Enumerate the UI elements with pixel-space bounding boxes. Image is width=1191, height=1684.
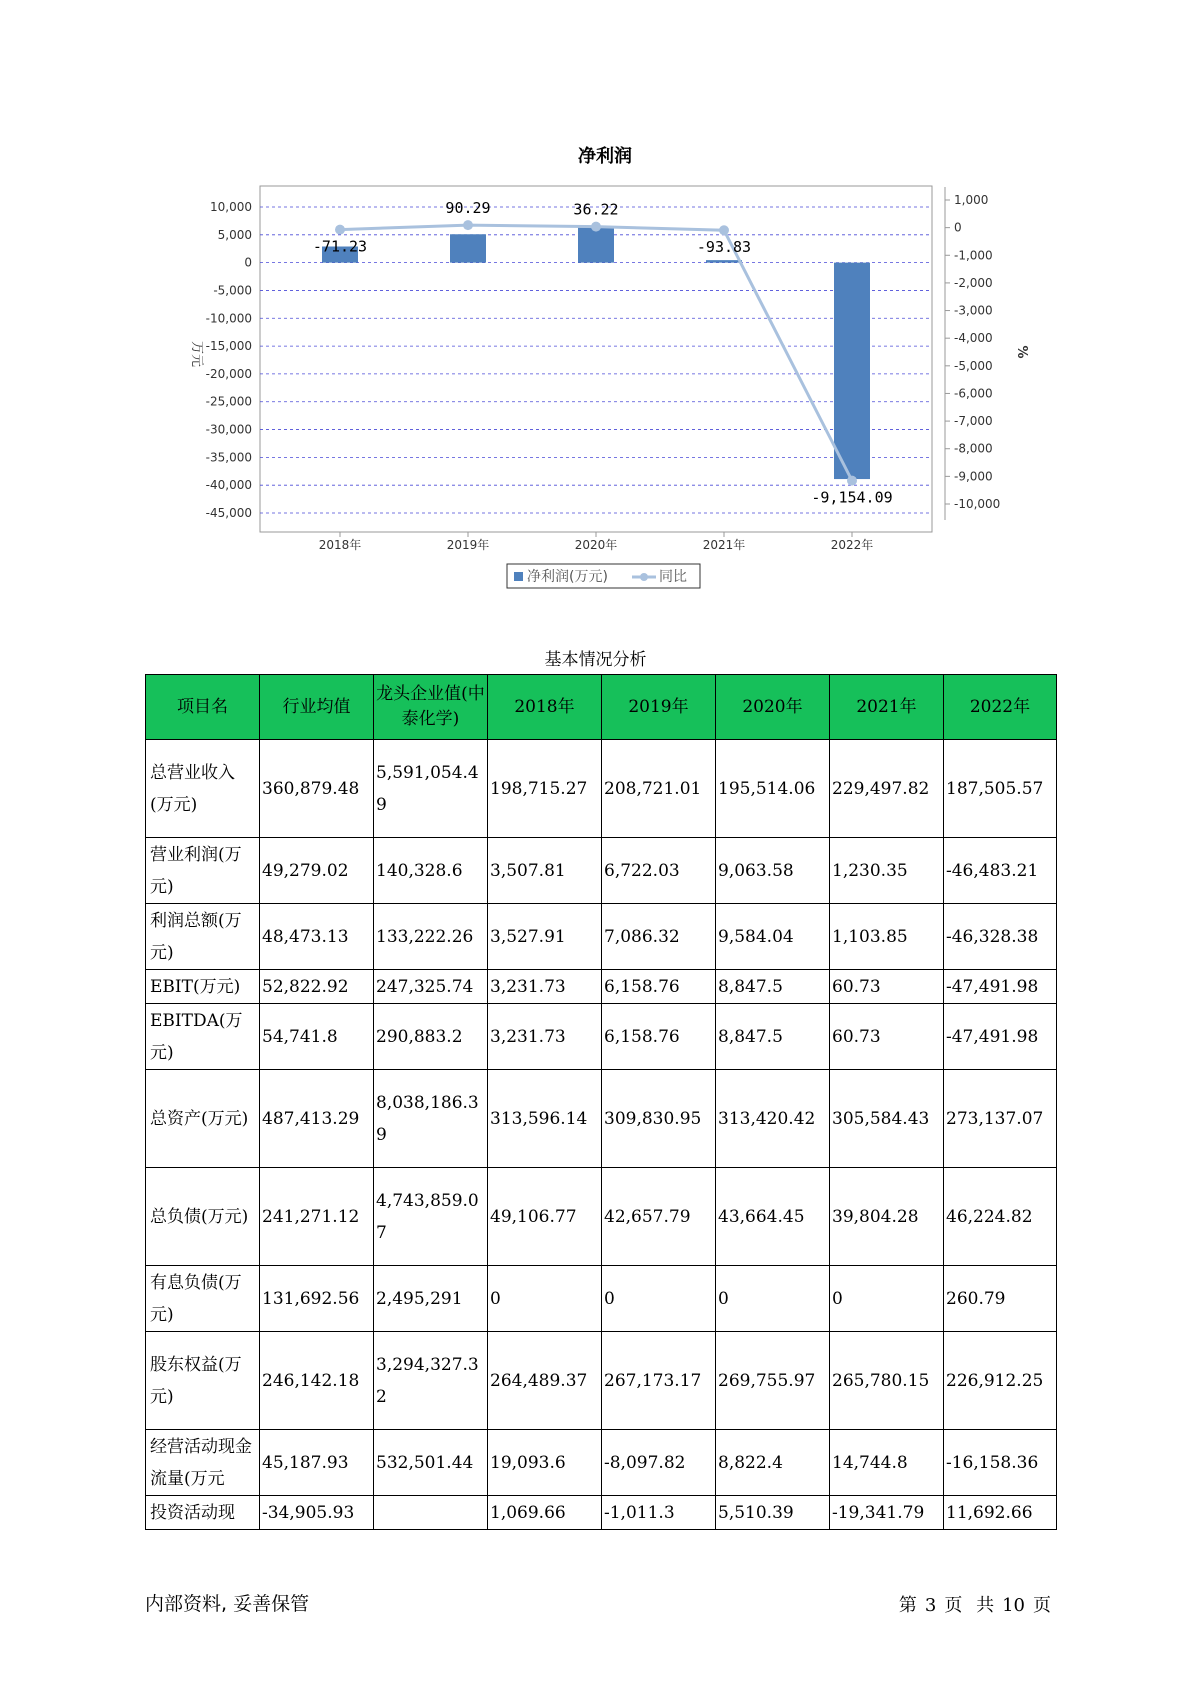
value-cell: 4,743,859.07 [374, 1168, 488, 1266]
value-cell: 264,489.37 [488, 1332, 602, 1430]
value-cell: 3,507.81 [488, 838, 602, 904]
yoy-data-label: -9,154.09 [811, 488, 893, 507]
value-cell: 14,744.8 [830, 1430, 944, 1496]
row-name-cell: EBITDA(万元) [146, 1004, 260, 1070]
value-cell: 3,294,327.32 [374, 1332, 488, 1430]
y-tick-label: -20,000 [205, 366, 252, 381]
y2-tick-label: -10,000 [954, 497, 1001, 511]
y-axis-title: 万元 [189, 340, 204, 368]
header-cell: 2020年 [716, 675, 830, 740]
value-cell: 6,158.76 [602, 1004, 716, 1070]
row-name-cell: 经营活动现金流量(万元 [146, 1430, 260, 1496]
value-cell: 0 [830, 1266, 944, 1332]
basic-analysis-table [145, 674, 1057, 1530]
value-cell: 247,325.74 [374, 970, 488, 1004]
value-cell: 60.73 [830, 1004, 944, 1070]
y-tick-label: -25,000 [205, 394, 252, 409]
value-cell: 0 [488, 1266, 602, 1332]
value-cell: 8,038,186.39 [374, 1070, 488, 1168]
y2-tick-label: 0 [954, 220, 962, 235]
row-name-cell: 股东权益(万元) [146, 1332, 260, 1430]
value-cell: 5,591,054.49 [374, 740, 488, 838]
value-cell: 43,664.45 [716, 1168, 830, 1266]
value-cell: 140,328.6 [374, 838, 488, 904]
y2-tick-label: -8,000 [954, 441, 993, 456]
yoy-data-label: -71.23 [312, 237, 368, 256]
value-cell: 2,495,291 [374, 1266, 488, 1332]
header-cell: 2022年 [944, 675, 1057, 740]
value-cell: 8,847.5 [716, 1004, 830, 1070]
value-cell: 309,830.95 [602, 1070, 716, 1168]
table-row [146, 1332, 1057, 1430]
value-cell: 42,657.79 [602, 1168, 716, 1266]
value-cell: 8,847.5 [716, 970, 830, 1004]
row-name-cell: 有息负债(万元) [146, 1266, 260, 1332]
y-tick-label: 5,000 [217, 227, 252, 242]
yoy-point [847, 476, 857, 486]
table-row [146, 1004, 1057, 1070]
value-cell: 8,822.4 [716, 1430, 830, 1496]
y2-tick-label: 1,000 [954, 193, 989, 207]
value-cell: 313,420.42 [716, 1070, 830, 1168]
value-cell: 54,741.8 [260, 1004, 374, 1070]
y2-tick-label: -6,000 [954, 386, 993, 401]
table-row [146, 1430, 1057, 1496]
value-cell: -46,328.38 [944, 904, 1057, 970]
value-cell: 226,912.25 [944, 1332, 1057, 1430]
table-row [146, 838, 1057, 904]
value-cell: 0 [602, 1266, 716, 1332]
total-word: 页 [1033, 1595, 1051, 1616]
header-cell: 2018年 [488, 675, 602, 740]
chart-title: 净利润 [578, 146, 632, 167]
value-cell: 313,596.14 [488, 1070, 602, 1168]
value-cell: 198,715.27 [488, 740, 602, 838]
page-word: 页 [944, 1595, 963, 1616]
value-cell: 241,271.12 [260, 1168, 374, 1266]
table-row [146, 1168, 1057, 1266]
row-name-cell: 营业利润(万元) [146, 838, 260, 904]
y-tick-label: 10,000 [210, 200, 252, 214]
y2-tick-label: -4,000 [954, 331, 993, 346]
yoy-point [719, 225, 729, 235]
bar [450, 234, 486, 262]
value-cell: 265,780.15 [830, 1332, 944, 1430]
x-tick-label: 2022年 [830, 538, 874, 552]
x-tick-label: 2018年 [318, 538, 362, 552]
yoy-data-label: -93.83 [696, 238, 752, 257]
table-row [146, 1266, 1057, 1332]
table-row [146, 970, 1057, 1004]
value-cell: 3,231.73 [488, 970, 602, 1004]
value-cell: 9,063.58 [716, 838, 830, 904]
value-cell: 1,230.35 [830, 838, 944, 904]
yoy-data-label: 90.29 [445, 199, 491, 218]
value-cell: 49,279.02 [260, 838, 374, 904]
value-cell: 208,721.01 [602, 740, 716, 838]
value-cell: 273,137.07 [944, 1070, 1057, 1168]
value-cell: 52,822.92 [260, 970, 374, 1004]
y2-tick-label: -3,000 [954, 303, 993, 318]
value-cell: 9,584.04 [716, 904, 830, 970]
value-cell: 3,527.91 [488, 904, 602, 970]
value-cell: 133,222.26 [374, 904, 488, 970]
row-name-cell: 利润总额(万元) [146, 904, 260, 970]
row-name-cell: EBIT(万元) [146, 970, 260, 1004]
value-cell: -46,483.21 [944, 838, 1057, 904]
legend-line-marker [640, 573, 648, 581]
table-row [146, 740, 1057, 838]
table-row [146, 1070, 1057, 1168]
y2-axis-title: % [1014, 345, 1029, 359]
x-tick-label: 2021年 [702, 538, 746, 552]
total-prefix: 共 [976, 1595, 995, 1616]
value-cell: 1,069.66 [488, 1496, 602, 1530]
bar [834, 263, 870, 479]
value-cell: -1,011.3 [602, 1496, 716, 1530]
y-tick-label: -35,000 [205, 450, 252, 465]
value-cell: 19,093.6 [488, 1430, 602, 1496]
value-cell: 131,692.56 [260, 1266, 374, 1332]
value-cell: 6,158.76 [602, 970, 716, 1004]
value-cell: -16,158.36 [944, 1430, 1057, 1496]
y-tick-label: -45,000 [205, 506, 252, 520]
footer-page-info [895, 1591, 1055, 1617]
header-cell: 项目名 [146, 675, 260, 740]
value-cell: 3,231.73 [488, 1004, 602, 1070]
table-header-row [146, 675, 1057, 740]
legend-bar-label: 净利润(万元) [527, 569, 608, 585]
value-cell: 260.79 [944, 1266, 1057, 1332]
value-cell: 187,505.57 [944, 740, 1057, 838]
value-cell: 48,473.13 [260, 904, 374, 970]
table-row [146, 904, 1057, 970]
yoy-data-label: 36.22 [573, 200, 619, 219]
yoy-point [335, 225, 345, 235]
header-cell: 龙头企业值(中泰化学) [374, 675, 488, 740]
value-cell: 290,883.2 [374, 1004, 488, 1070]
value-cell: 5,510.39 [716, 1496, 830, 1530]
value-cell: 60.73 [830, 970, 944, 1004]
page-number: 3 [924, 1595, 937, 1616]
x-tick-label: 2020年 [574, 538, 618, 552]
value-cell: 269,755.97 [716, 1332, 830, 1430]
footer-confidential: 内部资料, 妥善保管 [145, 1593, 310, 1615]
value-cell: 305,584.43 [830, 1070, 944, 1168]
y-tick-label: 0 [244, 255, 252, 270]
value-cell: -19,341.79 [830, 1496, 944, 1530]
value-cell: -47,491.98 [944, 1004, 1057, 1070]
value-cell: 6,722.03 [602, 838, 716, 904]
net-profit-chart [0, 0, 1191, 600]
value-cell: 0 [716, 1266, 830, 1332]
y-tick-label: -10,000 [205, 311, 252, 326]
y2-tick-label: -2,000 [954, 275, 993, 290]
bar [706, 260, 742, 263]
value-cell: 49,106.77 [488, 1168, 602, 1266]
value-cell: -34,905.93 [260, 1496, 374, 1530]
y2-tick-label: -1,000 [954, 248, 993, 263]
x-tick-label: 2019年 [446, 538, 490, 552]
value-cell [374, 1496, 488, 1530]
value-cell: 360,879.48 [260, 740, 374, 838]
value-cell: 45,187.93 [260, 1430, 374, 1496]
y2-tick-label: -5,000 [954, 358, 993, 373]
value-cell: -8,097.82 [602, 1430, 716, 1496]
row-name-cell: 总资产(万元) [146, 1070, 260, 1168]
yoy-point [591, 222, 601, 232]
y-tick-label: -5,000 [213, 283, 252, 298]
value-cell: 246,142.18 [260, 1332, 374, 1430]
value-cell: 39,804.28 [830, 1168, 944, 1266]
value-cell: 267,173.17 [602, 1332, 716, 1430]
legend-bar-swatch [514, 572, 523, 581]
row-name-cell: 投资活动现 [146, 1496, 260, 1530]
y-tick-label: -30,000 [205, 422, 252, 437]
y2-tick-label: -7,000 [954, 414, 993, 429]
y-tick-label: -15,000 [205, 339, 252, 354]
value-cell: 532,501.44 [374, 1430, 488, 1496]
y2-tick-label: -9,000 [954, 469, 993, 484]
value-cell: 487,413.29 [260, 1070, 374, 1168]
header-cell: 2019年 [602, 675, 716, 740]
value-cell: 229,497.82 [830, 740, 944, 838]
total-pages: 10 [1002, 1595, 1025, 1616]
page-prefix: 第 [898, 1595, 917, 1616]
header-cell: 行业均值 [260, 675, 374, 740]
bar [578, 228, 614, 263]
table-row [146, 1496, 1057, 1530]
value-cell: -47,491.98 [944, 970, 1057, 1004]
value-cell: 46,224.82 [944, 1168, 1057, 1266]
value-cell: 1,103.85 [830, 904, 944, 970]
row-name-cell: 总营业收入(万元) [146, 740, 260, 838]
yoy-point [463, 220, 473, 230]
table-title: 基本情况分析 [544, 650, 647, 670]
value-cell: 195,514.06 [716, 740, 830, 838]
y-tick-label: -40,000 [205, 478, 252, 493]
value-cell: 11,692.66 [944, 1496, 1057, 1530]
value-cell: 7,086.32 [602, 904, 716, 970]
legend-line-label: 同比 [659, 569, 687, 585]
header-cell: 2021年 [830, 675, 944, 740]
row-name-cell: 总负债(万元) [146, 1168, 260, 1266]
